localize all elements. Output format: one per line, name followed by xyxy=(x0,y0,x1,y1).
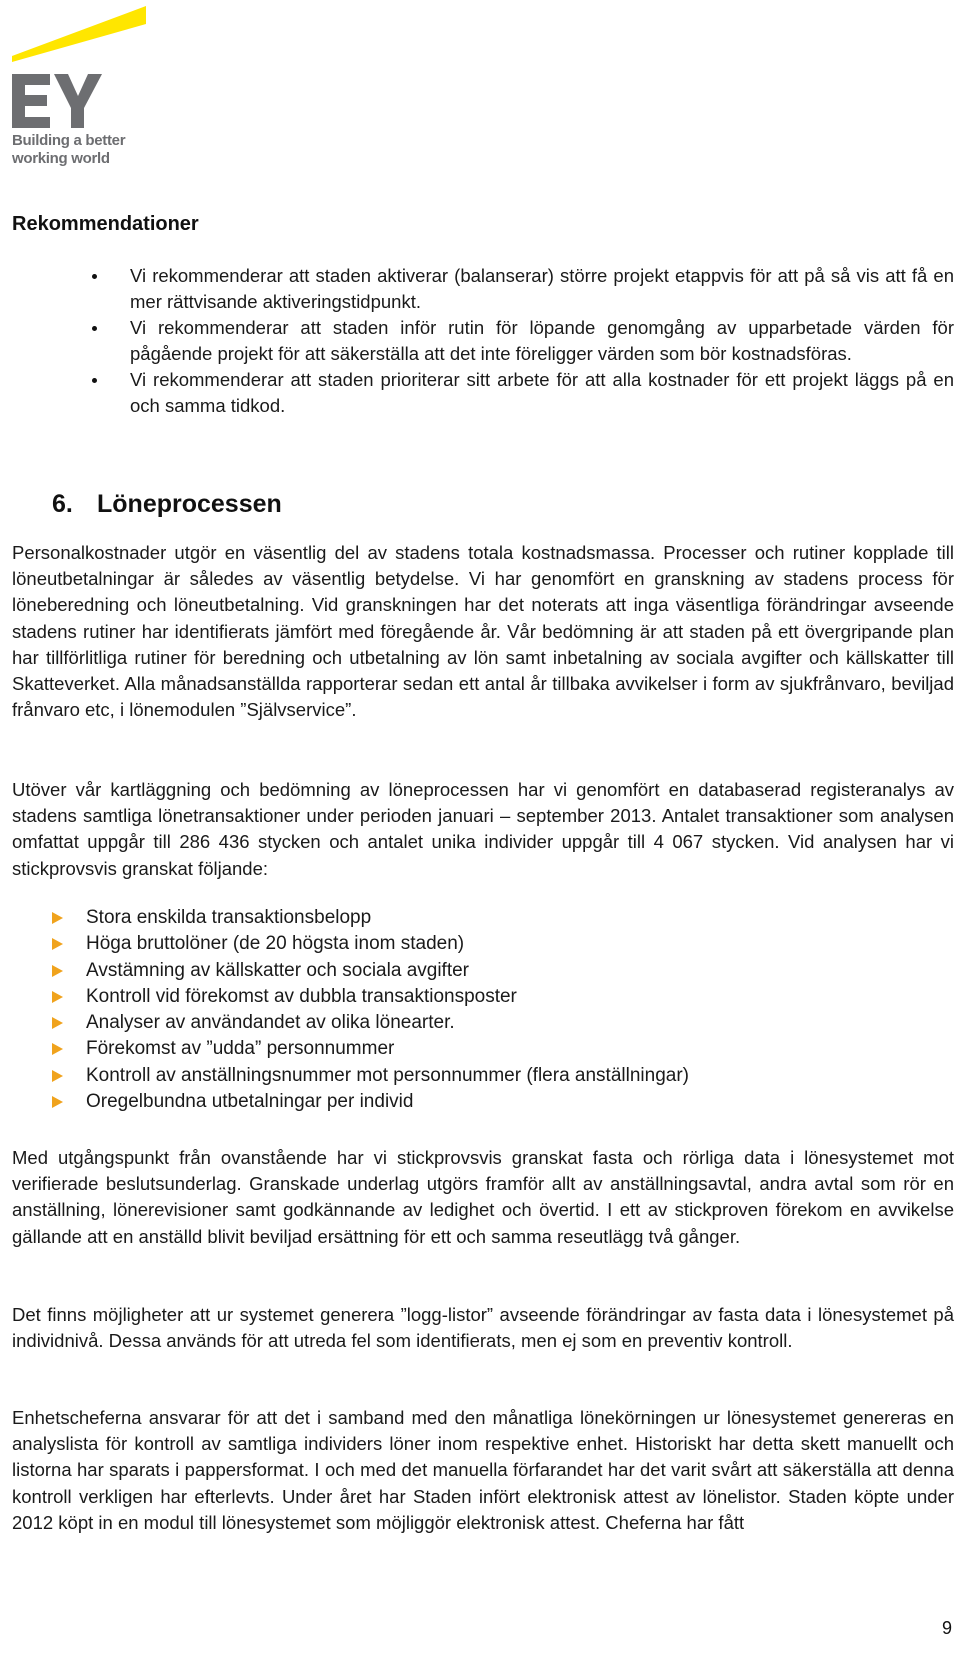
recommendation-item xyxy=(88,367,954,419)
page-number: 9 xyxy=(941,1618,952,1638)
check-item xyxy=(52,905,932,931)
paragraph-intro: Personalkostnader utgör en väsentlig del av stadens totala kostnadsmassa. Processer och rutiner kopplade till löneutbetalningar är således av väsentlig betydelse. Vi har genomfört en granskning av stadens process för löneberedning och löneutbetalning. Vid granskningen har det noterats att inga väsentliga förändringar avseende stadens rutiner har identifierats jämfört med föregående år. Vår bedömning är att staden på ett övergripande plan har tillförlitliga rutiner för beredning och utbetalning av lön samt inbetalning av sociala avgifter och källskatter till Skatteverket. Alla månadsanställda rapporterar sedan ett antal år tillbaka avvikelser i form av sjukfrånvaro, beviljad frånvaro etc, i lönemodulen ”Självservice”. xyxy=(12,542,954,721)
paragraph-sample-result: Med utgångspunkt från ovanstående har vi stickprovsvis granskat fasta och rörliga data i lönesystemet mot verifierade beslutsunderlag. Granskade underlag utgörs framför allt av anställningsavtal, andra avtal som rör en anställning, lönerevisioner samt godkännande av ledighet och övertid. I ett av stickproven förekom en avvikelse gällande att en anställd blivit beviljad ersättning för ett och samma reseutlägg två gånger. xyxy=(12,1147,954,1247)
chapter-number: 6. xyxy=(52,490,73,518)
triangle-bullet-icon xyxy=(52,1096,63,1108)
bullet-dot-icon xyxy=(92,274,97,279)
chapter-title: Löneprocessen xyxy=(97,490,282,518)
check-item xyxy=(52,1036,932,1062)
check-item xyxy=(52,1010,932,1036)
ey-logo-tagline xyxy=(12,132,125,168)
recommendations-heading: Rekommendationer xyxy=(12,213,199,235)
paragraph-unit-managers: Enhetscheferna ansvarar för att det i samband med den månatliga lönekörningen ur lönesystemet genereras en analyslista för kontroll av samtliga individers löner inom respektive enhet. Historiskt har detta skett manuellt och listorna har sparats i pappersformat. I och med det manuella förfarandet har det varit svårt att säkerställa att denna kontroll verkligen har efterlevts. Under året har Staden infört elektronisk attest av lönelistor. Staden köpte under 2012 köpt in en modul till lönesystemet som möjliggör elektronisk attest. Cheferna har fått xyxy=(12,1407,954,1533)
check-item xyxy=(52,984,932,1010)
check-item-text: Stora enskilda transaktionsbelopp xyxy=(86,907,372,928)
check-item-text: Analyser av användandet av olika lönearter. xyxy=(86,1012,455,1034)
recommendations-list xyxy=(88,263,954,419)
bullet-dot-icon xyxy=(92,326,97,331)
paragraph-log-lists: Det finns möjligheter att ur systemet generera ”logg-listor” avseende förändringar av fasta data i lönesystemet på individnivå. Dessa används för att utreda fel som identifierats, men ej som en preventiv kontroll. xyxy=(12,1304,954,1352)
paragraph-analysis: Utöver vår kartläggning och bedömning av löneprocessen har vi genomfört en databaserad registeranalys av stadens samtliga lönetransaktioner under perioden januari – september 2013. Antalet transaktioner som analysen omfattat uppgår till 286 436 stycken och antalet unika individer uppgår till 4 067 stycken. Vid analysen har vi stickprovsvis granskat följande: xyxy=(12,779,954,879)
check-item-text: Oregelbundna utbetalningar per individ xyxy=(86,1091,414,1113)
check-item xyxy=(52,1063,932,1089)
check-item-text: Förekomst av ”udda” personnummer xyxy=(86,1038,395,1060)
ey-logo-beam xyxy=(12,6,146,62)
check-item-text: Kontroll av anställningsnummer mot personnummer (flera anställningar) xyxy=(86,1064,689,1086)
recommendation-item xyxy=(88,315,954,367)
triangle-bullet-icon xyxy=(52,938,63,950)
bullet-dot-icon xyxy=(92,378,97,383)
sample-checks-list xyxy=(52,905,932,1115)
recommendation-item xyxy=(88,263,954,315)
check-item-text: Avstämning av källskatter och sociala avgifter xyxy=(86,959,469,981)
recommendation-text: Vi rekommenderar att staden prioriterar sitt arbete för att alla kostnader för ett projekt läggs på en och samma tidkod. xyxy=(130,369,954,416)
ey-logo-letter-e xyxy=(12,74,50,128)
chapter-heading xyxy=(52,488,282,520)
recommendation-text: Vi rekommenderar att staden inför rutin för löpande genomgång av upparbetade värden för pågående projekt för att säkerställa att det inte föreligger värden som bör kostnadsföras. xyxy=(130,317,954,364)
ey-tagline-line2: working world xyxy=(12,150,110,167)
triangle-bullet-icon xyxy=(52,1017,63,1029)
check-item-text: Kontroll vid förekomst av dubbla transaktionsposter xyxy=(86,985,517,1007)
triangle-bullet-icon xyxy=(52,1070,63,1082)
triangle-bullet-icon xyxy=(52,1043,63,1055)
triangle-bullet-icon xyxy=(52,965,63,977)
triangle-bullet-icon xyxy=(52,912,63,924)
check-item xyxy=(52,1089,932,1115)
check-item-text: Höga bruttolöner (de 20 högsta inom staden) xyxy=(86,933,465,955)
check-item xyxy=(52,931,932,957)
ey-tagline-line1: Building a better xyxy=(12,132,126,149)
triangle-bullet-icon xyxy=(52,991,63,1003)
ey-logo-letter-y xyxy=(54,74,102,128)
check-item xyxy=(52,958,932,984)
recommendation-text: Vi rekommenderar att staden aktiverar (balanserar) större projekt etappvis för att på så vis att få en mer rättvisande aktiveringstidpunkt. xyxy=(130,265,954,312)
